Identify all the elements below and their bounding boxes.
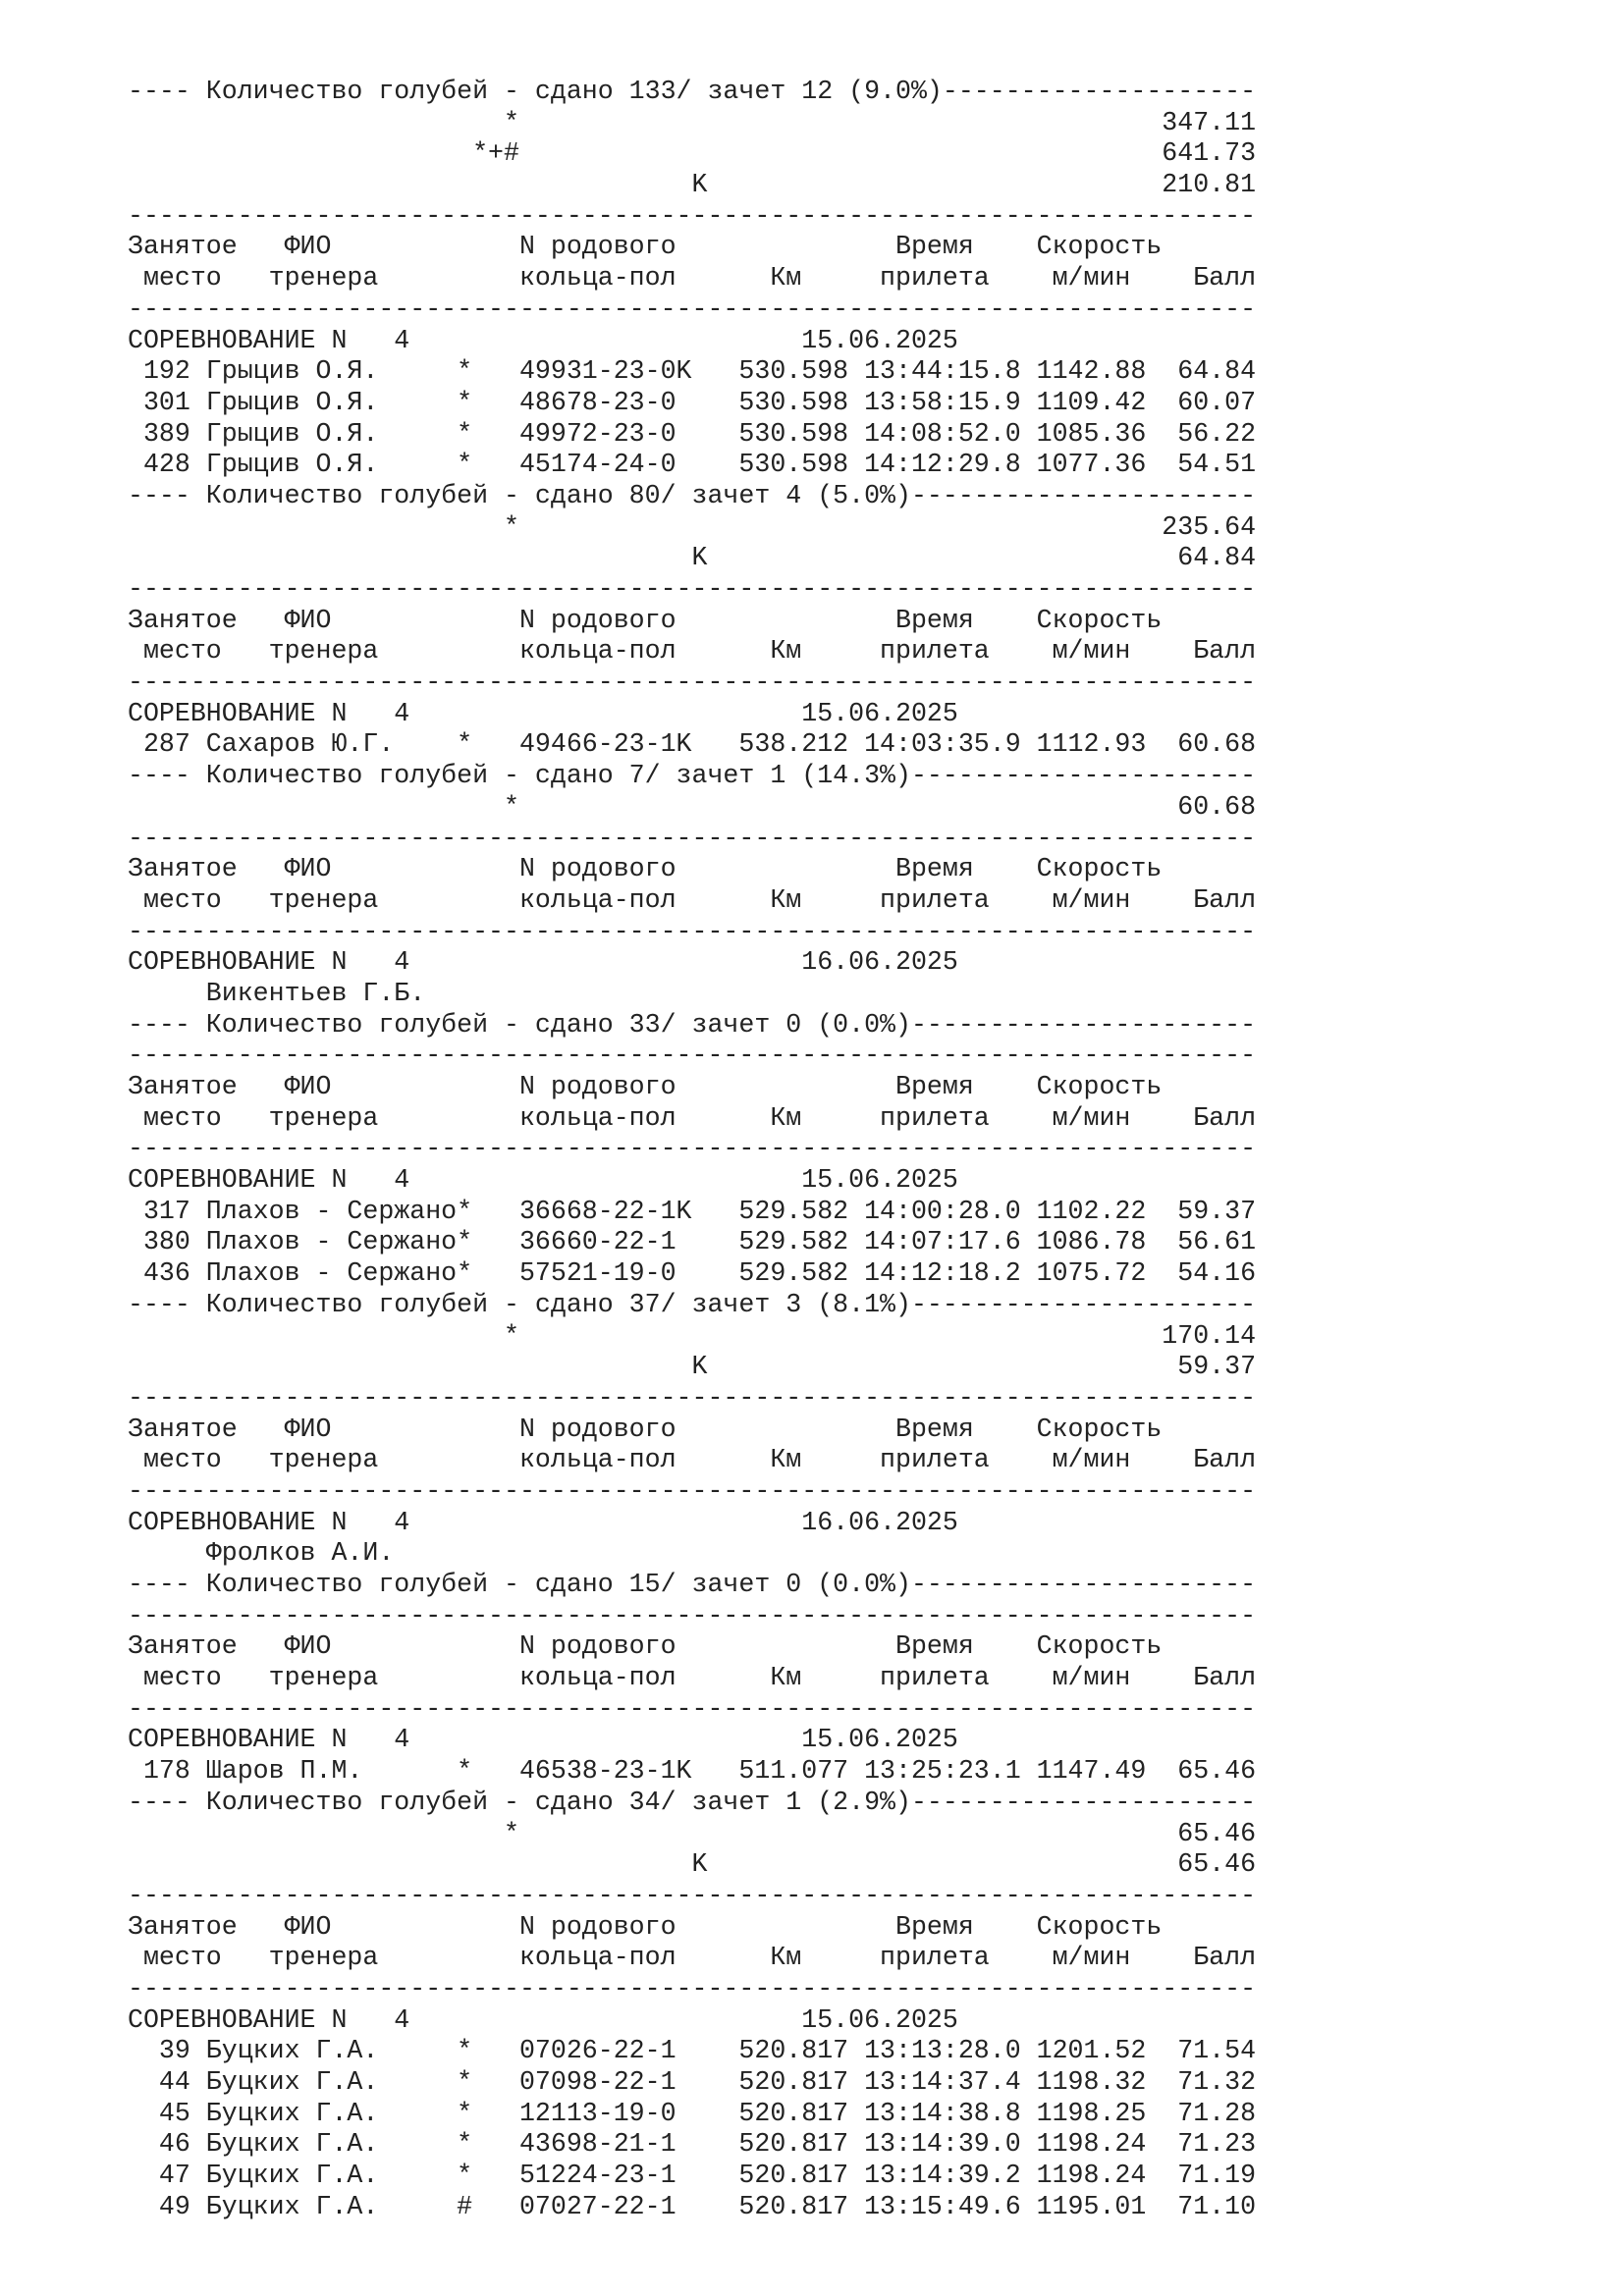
- printout-line: ------------------------------------------------------------------------: [128, 916, 1257, 946]
- printout-line: место тренера кольца-пол Км прилета м/мин Балл: [128, 263, 1257, 294]
- printout-line: 428 Грыцив О.Я. * 45174-24-0 530.598 14:12:29.8 1077.36 54.51: [128, 450, 1257, 480]
- printout-line: ------------------------------------------------------------------------: [128, 1382, 1257, 1413]
- printout-line: ---- Количество голубей - сдано 133/ зачет 12 (9.0%)--------------------: [128, 77, 1257, 106]
- printout-line: ------------------------------------------------------------------------: [128, 1600, 1257, 1630]
- printout-line: ------------------------------------------------------------------------: [128, 1475, 1257, 1506]
- printout-line: * 235.64: [128, 511, 1257, 542]
- printout-line: Занятое ФИО N родового Время Скорость: [128, 1072, 1163, 1101]
- printout-line: 47 Буцких Г.А. * 51224-23-1 520.817 13:14:39.2 1198.24 71.19: [128, 2161, 1257, 2191]
- printout-line: 436 Плахов - Сержано* 57521-19-0 529.582 14:12:18.2 1075.72 54.16: [128, 1258, 1257, 1289]
- printout-line: ------------------------------------------------------------------------: [128, 294, 1257, 324]
- printout-line: K 65.46: [128, 1849, 1257, 1880]
- printout-line: 49 Буцких Г.А. # 07027-22-1 520.817 13:15:49.6 1195.01 71.10: [128, 2191, 1257, 2221]
- printout-line: 301 Грыцив О.Я. * 48678-23-0 530.598 13:58:15.9 1109.42 60.07: [128, 387, 1257, 417]
- printout-line: ---- Количество голубей - сдано 7/ зачет 1 (14.3%)----------------------: [128, 761, 1257, 791]
- printout-line: Фролков А.И.: [128, 1538, 395, 1569]
- printout-line: 287 Сахаров Ю.Г. * 49466-23-1K 538.212 14:03:35.9 1112.93 60.68: [128, 729, 1257, 760]
- printout-line: ------------------------------------------------------------------------: [128, 1880, 1257, 1910]
- printout-line: 317 Плахов - Сержано* 36668-22-1K 529.582 14:00:28.0 1102.22 59.37: [128, 1196, 1257, 1226]
- printout-line: ---- Количество голубей - сдано 33/ зачет 0 (0.0%)----------------------: [128, 1009, 1257, 1040]
- printout-line: * 65.46: [128, 1818, 1257, 1848]
- printout-line: Викентьев Г.Б.: [128, 978, 426, 1008]
- printout-line: ---- Количество голубей - сдано 37/ зачет 3 (8.1%)----------------------: [128, 1289, 1257, 1319]
- printout-line: 389 Грыцив О.Я. * 49972-23-0 530.598 14:08:52.0 1085.36 56.22: [128, 418, 1257, 449]
- printout-line: место тренера кольца-пол Км прилета м/мин Балл: [128, 1445, 1257, 1475]
- printout-line: Занятое ФИО N родового Время Скорость: [128, 1631, 1163, 1662]
- printout-line: 39 Буцких Г.А. * 07026-22-1 520.817 13:13:28.0 1201.52 71.54: [128, 2036, 1257, 2066]
- printout-line: СОРЕВНОВАНИЕ N 4 15.06.2025: [128, 2004, 958, 2035]
- printout-line: 192 Грыцив О.Я. * 49931-23-0K 530.598 13:44:15.8 1142.88 64.84: [128, 356, 1257, 387]
- printout-line: место тренера кольца-пол Км прилета м/мин Балл: [128, 884, 1257, 915]
- printout-line: Занятое ФИО N родового Время Скорость: [128, 1414, 1163, 1444]
- printout-line: СОРЕВНОВАНИЕ N 4 15.06.2025: [128, 325, 958, 355]
- printout-line: Занятое ФИО N родового Время Скорость: [128, 1911, 1163, 1942]
- printout-line: * 60.68: [128, 791, 1257, 822]
- printout-line: место тренера кольца-пол Км прилета м/мин Балл: [128, 1663, 1257, 1693]
- printout-line: *+# 641.73: [128, 138, 1257, 169]
- printout-line: Занятое ФИО N родового Время Скорость: [128, 232, 1163, 262]
- printout-line: Занятое ФИО N родового Время Скорость: [128, 605, 1163, 635]
- results-printout: [128, 77, 1256, 2222]
- printout-line: СОРЕВНОВАНИЕ N 4 15.06.2025: [128, 1725, 958, 1755]
- printout-line: 46 Буцких Г.А. * 43698-21-1 520.817 13:14:39.0 1198.24 71.23: [128, 2129, 1257, 2160]
- printout-line: ------------------------------------------------------------------------: [128, 667, 1257, 698]
- printout-line: ------------------------------------------------------------------------: [128, 1693, 1257, 1724]
- printout-line: ------------------------------------------------------------------------: [128, 574, 1257, 604]
- printout-line: место тренера кольца-пол Км прилета м/мин Балл: [128, 636, 1257, 667]
- printout-line: * 170.14: [128, 1320, 1257, 1351]
- printout-line: СОРЕВНОВАНИЕ N 4 16.06.2025: [128, 1507, 958, 1537]
- printout-line: ------------------------------------------------------------------------: [128, 200, 1257, 231]
- printout-line: место тренера кольца-пол Км прилета м/мин Балл: [128, 1943, 1257, 1973]
- printout-line: 178 Шаров П.М. * 46538-23-1K 511.077 13:25:23.1 1147.49 65.46: [128, 1756, 1257, 1787]
- printout-line: K 59.37: [128, 1352, 1257, 1382]
- printout-line: ---- Количество голубей - сдано 15/ зачет 0 (0.0%)----------------------: [128, 1570, 1257, 1599]
- printout-line: СОРЕВНОВАНИЕ N 4 15.06.2025: [128, 1165, 958, 1196]
- printout-line: ------------------------------------------------------------------------: [128, 823, 1257, 853]
- printout-line: Занятое ФИО N родового Время Скорость: [128, 854, 1163, 884]
- printout-line: * 347.11: [128, 107, 1257, 137]
- printout-line: 380 Плахов - Сержано* 36660-22-1 529.582 14:07:17.6 1086.78 56.61: [128, 1227, 1257, 1257]
- printout-line: 44 Буцких Г.А. * 07098-22-1 520.817 13:14:37.4 1198.32 71.32: [128, 2067, 1257, 2097]
- printout-line: место тренера кольца-пол Км прилета м/мин Балл: [128, 1102, 1257, 1133]
- printout-line: ------------------------------------------------------------------------: [128, 1134, 1257, 1164]
- printout-line: K 210.81: [128, 170, 1257, 200]
- printout-line: ------------------------------------------------------------------------: [128, 1041, 1257, 1071]
- printout-line: СОРЕВНОВАНИЕ N 4 15.06.2025: [128, 698, 958, 728]
- printout-line: 45 Буцких Г.А. * 12113-19-0 520.817 13:14:38.8 1198.25 71.28: [128, 2098, 1257, 2128]
- printout-line: СОРЕВНОВАНИЕ N 4 16.06.2025: [128, 947, 958, 978]
- printout-line: K 64.84: [128, 543, 1257, 573]
- printout-line: ------------------------------------------------------------------------: [128, 1973, 1257, 2003]
- printout-line: ---- Количество голубей - сдано 80/ зачет 4 (5.0%)----------------------: [128, 480, 1257, 510]
- printout-line: ---- Количество голубей - сдано 34/ зачет 1 (2.9%)----------------------: [128, 1787, 1257, 1817]
